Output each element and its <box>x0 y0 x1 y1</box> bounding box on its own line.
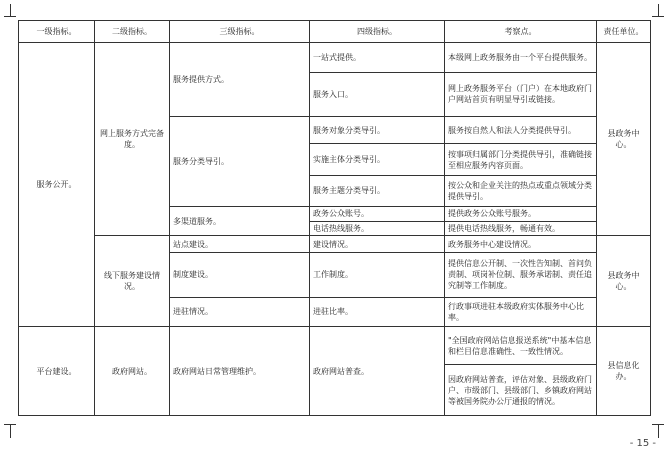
check-point-cell: 按公众和企业关注的热点或重点领域分类提供导引。 <box>445 176 597 207</box>
check-point-cell: 提供电话热线服务，畅通有效。 <box>445 221 597 236</box>
check-point-cell: "全国政府网站信息报送系统"中基本信息和栏目信息准确性、一致性情况。 <box>445 327 597 365</box>
level4-cell: 政务公众账号。 <box>310 206 445 221</box>
level2-cell: 线下服务建设情况。 <box>95 236 170 327</box>
level2-cell: 网上服务方式完备度。 <box>95 43 170 236</box>
level2-cell: 政府网站。 <box>95 327 170 416</box>
level3-cell: 站点建设。 <box>170 236 310 253</box>
level4-cell: 建设情况。 <box>310 236 445 253</box>
indicator-table <box>18 20 651 416</box>
level3-cell: 政府网站日常管理维护。 <box>170 327 310 416</box>
level3-cell: 服务提供方式。 <box>170 43 310 117</box>
level4-cell: 电话热线服务。 <box>310 221 445 236</box>
level4-cell: 服务入口。 <box>310 72 445 116</box>
header-responsible-unit: 责任单位。 <box>597 21 651 43</box>
check-point-cell: 提供信息公开制、一次性告知制、首问负责制、项岗补位制、服务承诺制、责任追究制等工作制度。 <box>445 253 597 297</box>
table-row <box>19 43 651 73</box>
level3-cell: 多渠道服务。 <box>170 206 310 236</box>
responsible-unit-cell: 县政务中心。 <box>597 236 651 327</box>
table-row <box>19 236 651 253</box>
level1-cell: 平台建设。 <box>19 327 95 416</box>
level4-cell: 政府网站普查。 <box>310 327 445 416</box>
responsible-unit-cell: 县政务中心。 <box>597 43 651 236</box>
header-level3: 三级指标。 <box>170 21 310 43</box>
check-point-cell: 按事项归属部门分类提供导引，准确链接至相应服务内容页面。 <box>445 144 597 176</box>
check-point-cell: 提供政务公众账号服务。 <box>445 206 597 221</box>
level4-cell: 服务主题分类导引。 <box>310 176 445 207</box>
table-header-row <box>19 21 651 43</box>
check-point-cell: 行政事项进驻本级政府实体服务中心比率。 <box>445 297 597 327</box>
header-level4: 四级指标。 <box>310 21 445 43</box>
level3-cell: 服务分类导引。 <box>170 116 310 206</box>
level1-cell: 服务公开。 <box>19 43 95 327</box>
level4-cell: 服务对象分类导引。 <box>310 116 445 143</box>
level3-cell: 制度建设。 <box>170 253 310 297</box>
level4-cell: 实施主体分类导引。 <box>310 144 445 176</box>
header-level1: 一级指标。 <box>19 21 95 43</box>
level4-cell: 一站式提供。 <box>310 43 445 73</box>
page-number: - 15 - <box>629 438 656 449</box>
responsible-unit-cell: 县信息化办。 <box>597 327 651 416</box>
header-check-point: 考察点。 <box>445 21 597 43</box>
table-row <box>19 327 651 365</box>
level4-cell: 工作制度。 <box>310 253 445 297</box>
header-level2: 二级指标。 <box>95 21 170 43</box>
level4-cell: 进驻比率。 <box>310 297 445 327</box>
check-point-cell: 服务按自然人和法人分类提供导引。 <box>445 116 597 143</box>
check-point-cell: 本级网上政务服务由一个平台提供服务。 <box>445 43 597 73</box>
check-point-cell: 因政府网站普查，评估对象、县级政府门户、市级部门、县级部门、乡镇政府网站等被国务院办公厅通报的情况。 <box>445 365 597 416</box>
check-point-cell: 政务服务中心建设情况。 <box>445 236 597 253</box>
check-point-cell: 网上政务服务平台（门户）在本地政府门户网站首页有明显导引或链接。 <box>445 72 597 116</box>
level3-cell: 进驻情况。 <box>170 297 310 327</box>
